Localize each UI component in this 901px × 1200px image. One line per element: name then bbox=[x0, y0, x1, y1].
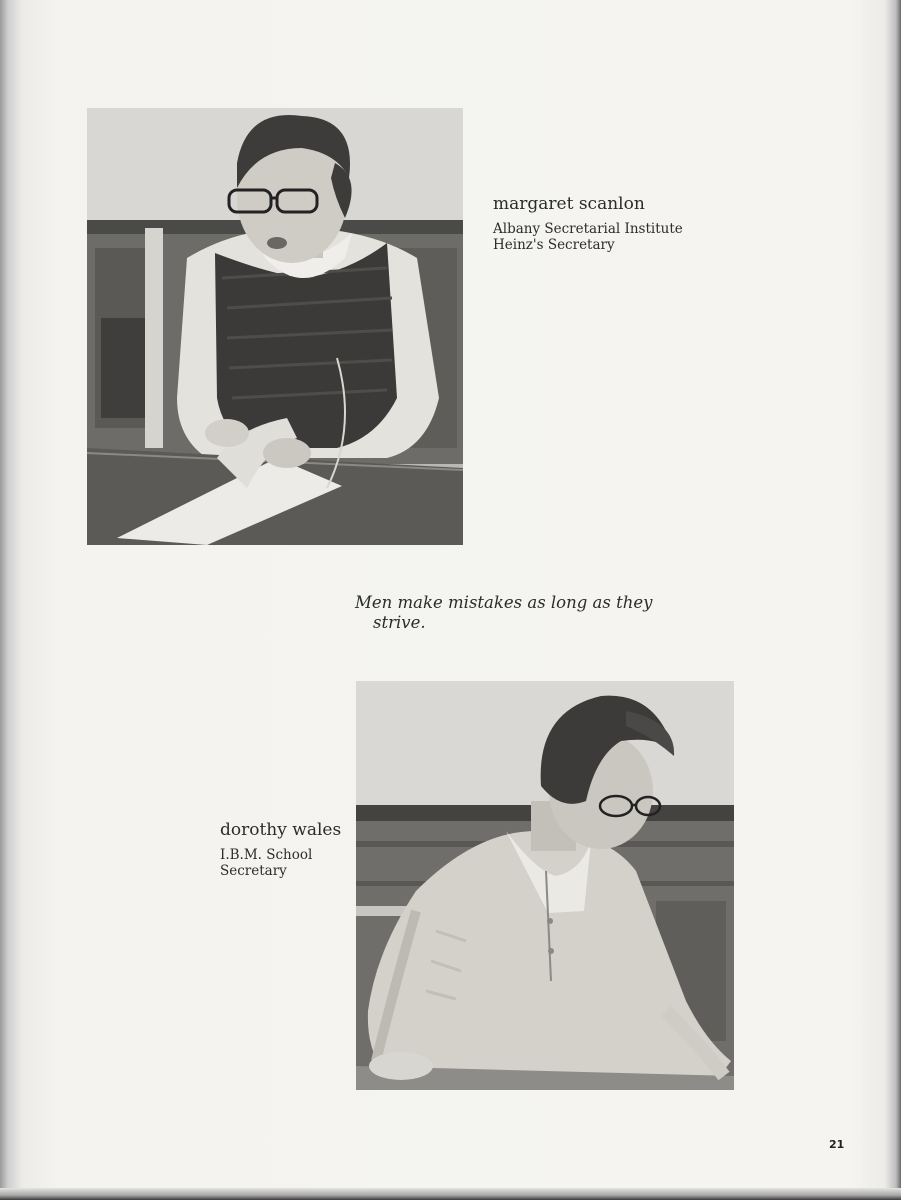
profile-role: Secretary bbox=[220, 863, 287, 879]
quote bbox=[355, 593, 652, 633]
profile-role: Heinz's Secretary bbox=[493, 237, 615, 253]
page-number: 21 bbox=[829, 1138, 845, 1151]
profile-school: Albany Secretarial Institute bbox=[493, 221, 683, 237]
caption-dorothy-wales bbox=[220, 820, 341, 879]
photo-margaret-scanlon bbox=[87, 108, 463, 545]
profile-name: margaret scanlon bbox=[493, 194, 645, 214]
photo-dorothy-wales bbox=[356, 681, 734, 1090]
caption-margaret-scanlon bbox=[493, 194, 683, 253]
quote-line-1: Men make mistakes as long as they bbox=[355, 593, 653, 612]
quote-line-2: strive. bbox=[373, 613, 426, 632]
page-bottom-edge bbox=[0, 1188, 901, 1200]
profile-school: I.B.M. School bbox=[220, 847, 313, 863]
profile-name: dorothy wales bbox=[220, 820, 342, 840]
